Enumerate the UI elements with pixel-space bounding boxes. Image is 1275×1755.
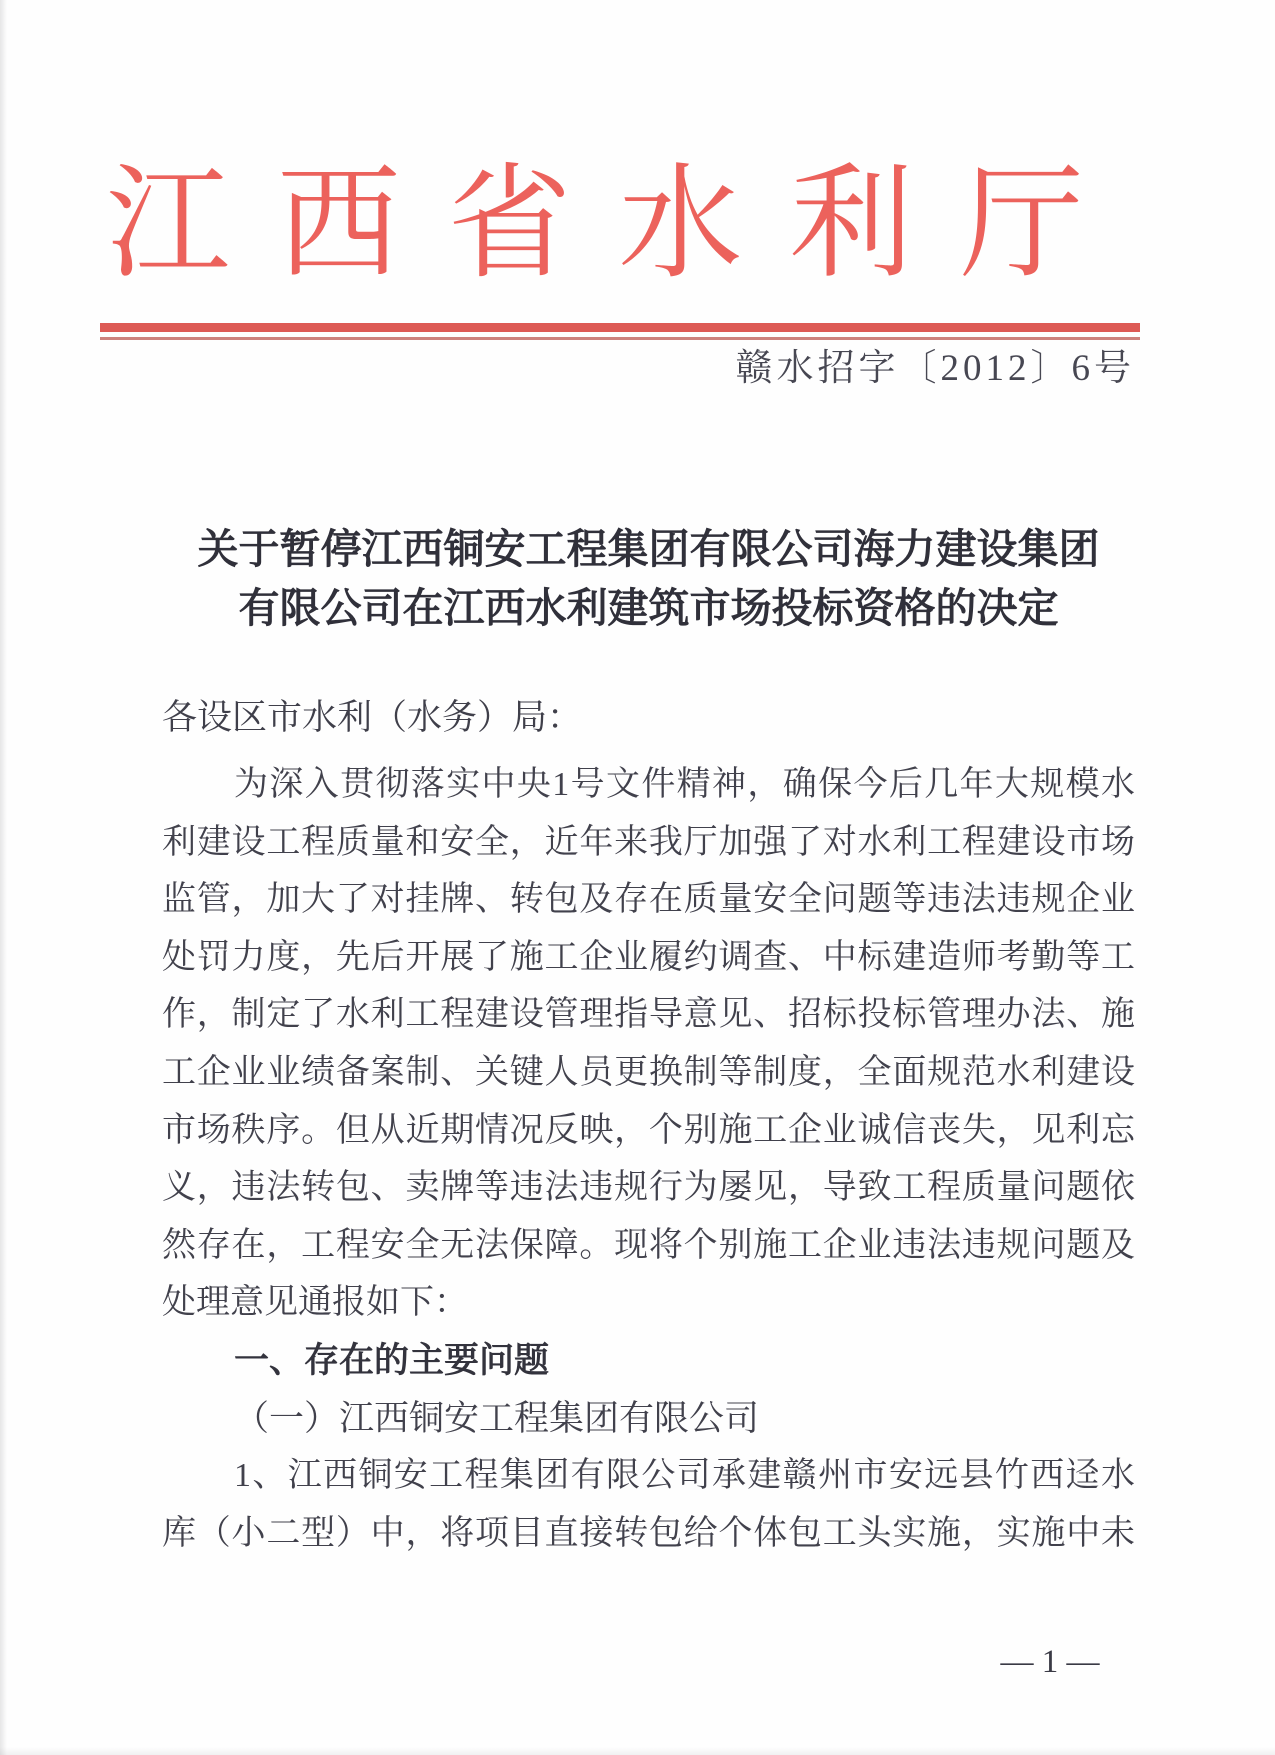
body-line: 处罚力度，先后开展了施工企业履约调查、中标建造师考勤等工 bbox=[162, 938, 1135, 976]
red-rule-thin bbox=[100, 337, 1140, 340]
document-title bbox=[162, 520, 1135, 638]
page-number: — 1 — bbox=[1000, 1644, 1100, 1680]
letterhead-char: 江 bbox=[106, 156, 231, 293]
letterhead-title bbox=[106, 150, 1084, 300]
body-line: 工企业业绩备案制、关键人员更换制等制度，全面规范水利建设 bbox=[162, 1053, 1135, 1091]
section-heading: 一、存在的主要问题 bbox=[234, 1340, 550, 1380]
scan-edge-bottom bbox=[0, 1747, 1275, 1755]
body-text bbox=[162, 756, 1135, 1562]
body-line: 监管，加大了对挂牌、转包及存在质量安全问题等违法违规企业 bbox=[162, 881, 1135, 919]
letterhead-char: 利 bbox=[789, 156, 914, 293]
letterhead-char: 省 bbox=[447, 156, 572, 293]
body-line: 1、江西铜安工程集团有限公司承建赣州市安远县竹西迳水 bbox=[234, 1457, 1135, 1495]
body-line: 库（小二型）中，将项目直接转包给个体包工头实施，实施中未 bbox=[162, 1514, 1135, 1552]
body-line: 利建设工程质量和安全，近年来我厅加强了对水利工程建设市场 bbox=[162, 823, 1135, 861]
document-number: 赣水招字〔2012〕6号 bbox=[735, 348, 1135, 389]
salutation: 各设区市水利（水务）局： bbox=[162, 698, 583, 737]
document-title-line-1: 关于暂停江西铜安工程集团有限公司海力建设集团 bbox=[197, 526, 1100, 572]
body-line: 然存在，工程安全无法保障。现将个别施工企业违法违规问题及 bbox=[162, 1226, 1135, 1264]
body-line: 处理意见通报如下： bbox=[162, 1284, 468, 1322]
scan-edge-left bbox=[0, 0, 7, 1755]
document-title-line-2: 有限公司在江西水利建筑市场投标资格的决定 bbox=[238, 585, 1059, 631]
red-rule-thick bbox=[100, 323, 1140, 332]
body-line: 义，违法转包、卖牌等违法违规行为屡见，导致工程质量问题依 bbox=[162, 1169, 1135, 1207]
letterhead-char: 西 bbox=[276, 156, 401, 293]
letterhead-char: 厅 bbox=[959, 156, 1084, 293]
body-line: 市场秩序。但从近期情况反映，个别施工企业诚信丧失，见利忘 bbox=[162, 1111, 1135, 1149]
body-line: 为深入贯彻落实中央1号文件精神，确保今后几年大规模水 bbox=[234, 766, 1135, 803]
body-line: 作，制定了水利工程建设管理指导意见、招标投标管理办法、施 bbox=[162, 996, 1135, 1034]
letterhead-char: 水 bbox=[618, 156, 743, 293]
subsection-heading: （一）江西铜安工程集团有限公司 bbox=[234, 1398, 760, 1438]
